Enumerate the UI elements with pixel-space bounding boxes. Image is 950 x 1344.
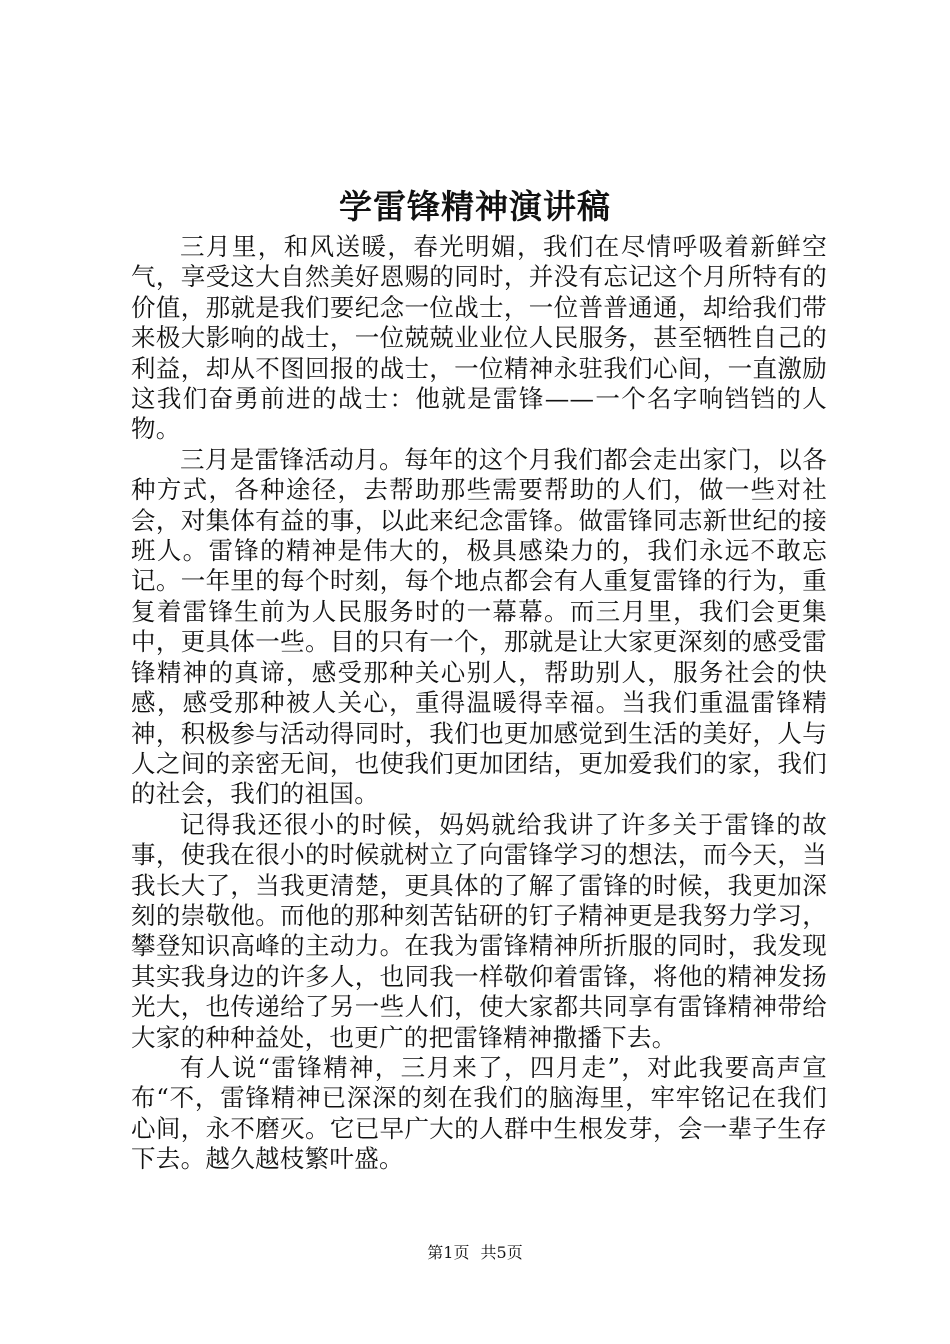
paragraph: 有人说“雷锋精神，三月来了，四月走”，对此我要高声宣布“不，雷锋精神已深深的刻在我们的脑海里，牢牢铭记在我们心间，永不磨灭。它已早广大的人群中生根发芽，会一辈子生存下去。越久越枝繁叶盛。 bbox=[131, 1052, 827, 1174]
paragraph: 三月是雷锋活动月。每年的这个月我们都会走出家门，以各种方式，各种途径，去帮助那些需要帮助的人们，做一些对社会，对集体有益的事，以此来纪念雷锋。做雷锋同志新世纪的接班人。雷锋的精神是伟大的，极具感染力的，我们永远不敢忘记。一年里的每个时刻，每个地点都会有人重复雷锋的行为，重复着雷锋生前为人民服务时的一幕幕。而三月里，我们会更集中，更具体一些。目的只有一个，那就是让大家更深刻的感受雷锋精神的真谛，感受那种关心别人，帮助别人，服务社会的快感，感受那种被人关心，重得温暖得幸福。当我们重温雷锋精神，积极参与活动得同时，我们也更加感觉到生活的美好，人与人之间的亲密无间，也使我们更加团结，更加爱我们的家，我们的社会，我们的祖国。 bbox=[131, 444, 827, 809]
page-number: 第1页 bbox=[427, 1243, 470, 1262]
document-body bbox=[131, 232, 827, 1175]
page-total: 共5页 bbox=[480, 1243, 523, 1262]
paragraph: 记得我还很小的时候，妈妈就给我讲了许多关于雷锋的故事，使我在很小的时候就树立了向雷锋学习的想法，而今天，当我长大了，当我更清楚，更具体的了解了雷锋的时候，我更加深刻的崇敬他。而他的那种刻苦钻研的钉子精神更是我努力学习，攀登知识高峰的主动力。在我为雷锋精神所折服的同时，我发现其实我身边的许多人，也同我一样敬仰着雷锋，将他的精神发扬光大，也传递给了另一些人们，使大家都共同享有雷锋精神带给大家的种种益处，也更广的把雷锋精神撒播下去。 bbox=[131, 809, 827, 1052]
document-title: 学雷锋精神演讲稿 bbox=[339, 187, 611, 226]
page-footer bbox=[0, 1242, 950, 1264]
paragraph: 三月里，和风送暖，春光明媚，我们在尽情呼吸着新鲜空气，享受这大自然美好恩赐的同时，并没有忘记这个月所特有的价值，那就是我们要纪念一位战士，一位普普通通，却给我们带来极大影响的战士，一位兢兢业业位人民服务，甚至牺牲自己的利益，却从不图回报的战士，一位精神永驻我们心间，一直激励这我们奋勇前进的战士：他就是雷锋——一个名字响铛铛的人物。 bbox=[131, 232, 827, 444]
